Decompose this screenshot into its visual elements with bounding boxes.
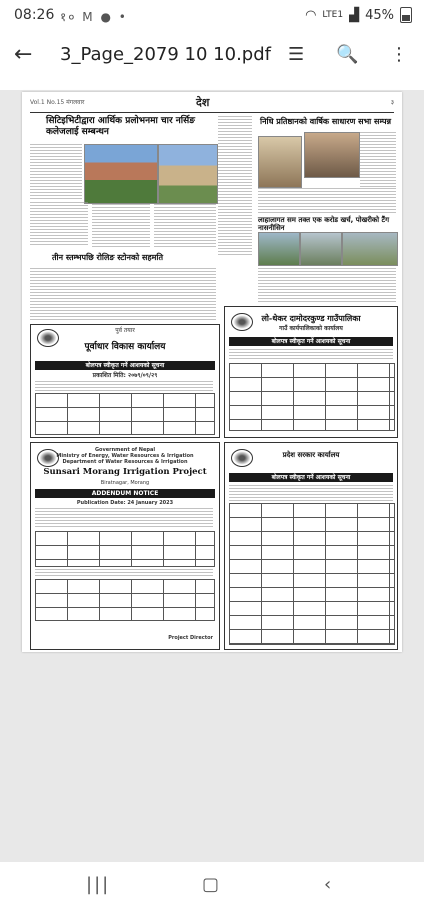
battery-label: 45%: [365, 7, 394, 23]
notice2-text: [229, 349, 393, 361]
app-bar: [0, 32, 424, 80]
battery-icon: [400, 7, 412, 23]
notice2-title: लो-थेकर दामोदरकुण्ड गाउँपालिका: [261, 314, 361, 323]
photo-meeting-2: [304, 132, 360, 178]
notice3-table-1: [35, 531, 215, 567]
notice3-line3: Department of Water Resources & Irrigation: [62, 459, 188, 465]
search-doc-icon[interactable]: 🔍: [336, 44, 359, 65]
page-number: ३: [390, 99, 394, 106]
notice1-title: पूर्वाधार विकास कार्यालय: [84, 342, 166, 352]
article-1-text-col1: [30, 144, 82, 199]
notice3-place: Biratnagar, Morang: [100, 480, 150, 486]
notice3-text: [35, 508, 213, 528]
notice2-sub: गाउँ कार्यपालिकाको कार्यालय: [279, 325, 343, 332]
notice3-title: Sunsari Morang Irrigation Project: [43, 467, 207, 477]
notice-purbadhar: [30, 324, 220, 438]
notice3-footer: Project Director: [168, 635, 213, 641]
pdf-page[interactable]: [22, 92, 402, 652]
nav-back-icon[interactable]: ‹: [324, 874, 332, 895]
notice3-text-2: [35, 569, 213, 577]
notice1-top: पुर्व तयार: [115, 327, 135, 334]
home-icon[interactable]: ▢: [202, 874, 220, 895]
photo-college: [84, 144, 158, 204]
article-1-text-col5: [218, 116, 252, 256]
photo-pond-2: [300, 232, 342, 266]
headline-1: सिटिइभिटीद्वारा आर्थिक प्रलोभनमा चार नर्सिङ कलेजलाई सम्बन्धन: [46, 116, 195, 137]
more-vert-icon[interactable]: ⋮: [390, 44, 408, 65]
signal-icon: ▟: [349, 7, 360, 23]
notice1-text: [35, 381, 213, 391]
notice4-text: [229, 485, 393, 501]
article-1-text-col4: [154, 204, 216, 249]
headline-4: तीन स्तम्भपछि रोलिङ स्टोनको सहमति: [52, 253, 164, 262]
header-left: Vol.1 No.15 मंगलवार: [30, 99, 85, 106]
nav-bar: [0, 862, 424, 910]
photo-college-2: [158, 144, 218, 204]
article-3-text: [258, 268, 396, 302]
notice1-band: बोलपत्र स्वीकृत गर्ने आशयको सूचना: [35, 361, 215, 370]
status-time: 08:26: [14, 7, 55, 23]
notice2-band: बोलपत्र स्वीकृत गर्ने आशयको सूचना: [229, 337, 393, 346]
notice-lo-thekar: [224, 306, 398, 438]
notice1-date: प्रकाशित मिति: २०७९/०९/२९: [92, 372, 158, 379]
article-1-text-col2: [30, 202, 88, 247]
notice2-table: [229, 363, 395, 431]
recents-icon[interactable]: |||: [86, 874, 111, 895]
notice4-table: [229, 503, 395, 645]
network-label: LTE1: [322, 10, 344, 20]
notice3-line2: Ministry of Energy, Water Resources & Irrigation: [56, 453, 194, 459]
notice4-title: प्रदेश सरकार कार्यालय: [282, 451, 340, 459]
status-right: [305, 7, 412, 23]
photo-pond-3: [342, 232, 398, 266]
article-4-text: [30, 268, 216, 320]
notification-icons: १० M ● •: [60, 10, 128, 24]
photo-pond: [258, 232, 300, 266]
notice-sunsari-morang: [30, 442, 220, 650]
back-arrow-icon[interactable]: ←: [14, 42, 33, 67]
document-title: 3_Page_2079 10 10.pdf: [60, 44, 271, 65]
headline-3: लाहालागत सम तक्त एक करोड खर्च, पोखरीको टैंग नासनीसिन: [258, 216, 390, 232]
notice3-band: ADDENDUM NOTICE: [35, 489, 215, 498]
notice4-band: बोलपत्र स्वीकृत गर्ने आशयको सूचना: [229, 473, 393, 482]
comment-icon[interactable]: ☰: [288, 44, 305, 65]
notice-pradesh: [224, 442, 398, 650]
notice1-table: [35, 393, 215, 435]
page-header: [30, 98, 394, 113]
article-2-text-2: [258, 188, 396, 214]
photo-meeting: [258, 136, 302, 188]
status-bar: [0, 0, 424, 32]
notice3-line1: Government of Nepal: [94, 447, 156, 453]
wifi-icon: ◠: [305, 7, 317, 23]
article-2-text: [360, 132, 396, 188]
article-1-text-col3: [92, 204, 150, 249]
section-title: देश: [196, 96, 210, 109]
notice3-pubdate: Publication Date: 24 January 2023: [76, 500, 174, 506]
headline-2: निधि प्रतिष्ठानको वार्षिक साधारण सभा सम्पन्न: [260, 117, 392, 126]
notice3-table-2: [35, 579, 215, 621]
